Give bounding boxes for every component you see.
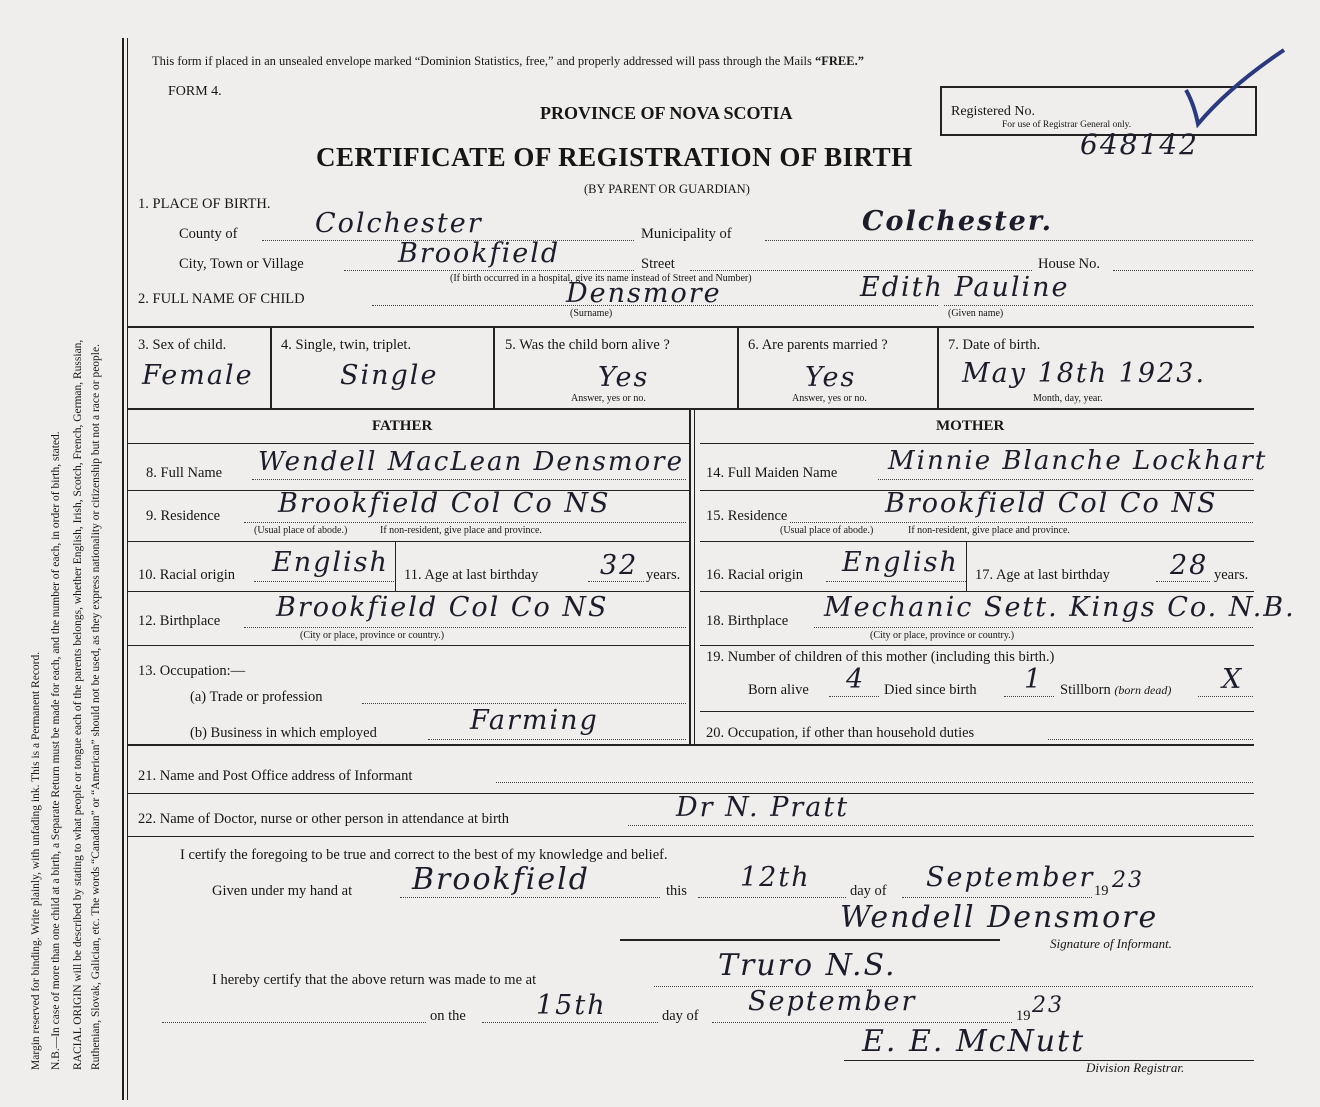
father-age-label: 11. Age at last birthday (404, 567, 539, 583)
margin-line-3: RACIAL ORIGIN will be described by stating to what people or tongue each of the parents belongs, whether English, Irish, Scotch, French, German, Russian, (72, 339, 84, 1070)
plurality-value: Single (340, 360, 439, 391)
born-alive-value: 4 (846, 664, 866, 695)
father-heading: FATHER (372, 418, 433, 434)
registered-number: 648142 (1080, 128, 1199, 161)
given-caption: (Given name) (948, 308, 1004, 319)
county-value: Colchester (315, 208, 483, 239)
father-residence-caption-b: If non-resident, give place and province. (380, 525, 542, 536)
municipality-value: Colchester. (862, 206, 1054, 237)
mother-racial-label: 16. Racial origin (706, 567, 804, 583)
father-residence-caption-a: (Usual place of abode.) (254, 525, 348, 536)
doctor-label: 22. Name of Doctor, nurse or other person in attendance at birth (138, 811, 510, 827)
informant-signature: Wendell Densmore (840, 900, 1159, 935)
hospital-note: (If birth occurred in a hospital, give its name instead of Street and Number) (450, 273, 752, 284)
certificate-subtitle: (BY PARENT OR GUARDIAN) (584, 182, 750, 196)
stillborn-caption: (born dead) (1114, 683, 1172, 697)
mother-birthplace-label: 18. Birthplace (706, 613, 789, 629)
mother-birthplace-value: Mechanic Sett. Kings Co. N.B. (824, 592, 1296, 623)
registrar-month: September (748, 986, 917, 1017)
died-label: Died since birth (884, 682, 977, 698)
registrar-signature: E. E. McNutt (862, 1024, 1086, 1059)
father-racial-value: English (272, 547, 389, 578)
checkmark-icon (1180, 46, 1290, 128)
given-year: 23 (1112, 868, 1144, 893)
certify-statement: I certify the foregoing to be true and correct to the best of my knowledge and belief. (180, 847, 668, 863)
county-label: County of (179, 226, 238, 242)
registrar-caption: Division Registrar. (1086, 1060, 1185, 1075)
alive-caption: Answer, yes or no. (571, 393, 646, 404)
margin-rule-inner (127, 38, 128, 1100)
mother-residence-caption-b: If non-resident, give place and province. (908, 525, 1070, 536)
on-the-label: on the (430, 1008, 466, 1024)
married-caption: Answer, yes or no. (792, 393, 867, 404)
mother-age-unit: years. (1214, 567, 1249, 583)
registered-label: Registered No. (951, 104, 1035, 119)
plurality-label: 4. Single, twin, triplet. (281, 337, 412, 353)
surname-value: Densmore (566, 278, 722, 309)
mother-racial-value: English (842, 547, 959, 578)
father-age-value: 32 (600, 550, 639, 581)
registered-note: For use of Registrar General only. (1002, 120, 1132, 130)
margin-line-1: Margin reserved for binding. Write plainly, with unfading ink. This is a Permanent Record. (30, 651, 42, 1070)
mother-name-value: Minnie Blanche Lockhart (888, 446, 1268, 476)
place-label: 1. PLACE OF BIRTH. (138, 196, 271, 212)
mother-age-value: 28 (1170, 550, 1209, 581)
dob-value: May 18th 1923. (962, 358, 1207, 389)
reg-year-prefix: 19 (1016, 1008, 1031, 1024)
dob-caption: Month, day, year. (1033, 393, 1103, 404)
father-name-label: 8. Full Name (146, 465, 223, 481)
mother-residence-label: 15. Residence (706, 508, 788, 524)
registrar-statement: I hereby certify that the above return was made to me at (212, 972, 537, 988)
day-of-label: day of (850, 883, 887, 899)
father-trade-label: (a) Trade or profession (190, 689, 323, 705)
city-label: City, Town or Village (179, 256, 304, 272)
year-prefix: 19 (1094, 883, 1109, 899)
father-occupation-label: 13. Occupation:— (138, 663, 246, 679)
born-alive-label: Born alive (748, 682, 809, 698)
father-name-value: Wendell MacLean Densmore (258, 447, 684, 477)
margin-line-4: Ruthenian, Slovak, Galician, etc. The words “Canadian” or “American” should not be used, as they express nationality or citizenship but not a race or people. (90, 344, 102, 1070)
mother-children-label: 19. Number of children of this mother (including this birth.) (706, 649, 1055, 665)
mother-heading: MOTHER (936, 418, 1005, 434)
married-label: 6. Are parents married ? (748, 337, 888, 353)
this-label: this (666, 883, 687, 899)
child-name-label: 2. FULL NAME OF CHILD (138, 291, 305, 307)
street-label: Street (641, 256, 675, 272)
form-number: FORM 4. (168, 84, 222, 99)
given-name-value: Edith Pauline (860, 272, 1070, 303)
mother-age-label: 17. Age at last birthday (975, 567, 1110, 583)
died-value: 1 (1024, 664, 1044, 695)
sex-value: Female (142, 360, 254, 391)
margin-notes (28, 40, 118, 1080)
doctor-value: Dr N. Pratt (676, 792, 850, 823)
certificate-title: CERTIFICATE OF REGISTRATION OF BIRTH (316, 142, 913, 172)
margin-line-2: N.B.—In case of more than one child at a birth, a Separate Return must be made for each, and the number of each, in order of birth, stated. (50, 431, 62, 1070)
married-value: Yes (805, 362, 857, 393)
father-residence-label: 9. Residence (146, 508, 221, 524)
father-age-unit: years. (646, 567, 681, 583)
stillborn-label: Stillborn (1060, 682, 1111, 698)
margin-rule (122, 38, 124, 1100)
alive-value: Yes (598, 362, 650, 393)
given-place: Brookfield (412, 862, 590, 897)
informant-label: 21. Name and Post Office address of Informant (138, 768, 413, 784)
dob-label: 7. Date of birth. (948, 337, 1041, 353)
municipality-label: Municipality of (641, 226, 732, 242)
father-business-value: Farming (470, 705, 599, 736)
mother-occupation-label: 20. Occupation, if other than household duties (706, 725, 975, 741)
given-label: Given under my hand at (212, 883, 353, 899)
father-business-label: (b) Business in which employed (190, 725, 377, 741)
father-birthplace-value: Brookfield Col Co NS (276, 592, 609, 623)
mother-residence-caption-a: (Usual place of abode.) (780, 525, 874, 536)
father-racial-label: 10. Racial origin (138, 567, 236, 583)
given-day: 12th (740, 862, 811, 893)
alive-label: 5. Was the child born alive ? (505, 337, 670, 353)
father-residence-value: Brookfield Col Co NS (278, 488, 611, 519)
father-birthplace-caption: (City or place, province or country.) (300, 630, 445, 641)
mail-note: This form if placed in an unsealed envelope marked “Dominion Statistics, free,” and properly addressed will pass through the Mails “FREE.” (152, 54, 864, 68)
father-birthplace-label: 12. Birthplace (138, 613, 221, 629)
registrar-year: 23 (1032, 993, 1064, 1018)
city-value: Brookfield (398, 238, 561, 269)
mother-birthplace-caption: (City or place, province or country.) (870, 630, 1015, 641)
registrar-day: 15th (536, 990, 607, 1021)
signature-caption: Signature of Informant. (1050, 936, 1172, 951)
province-heading: PROVINCE OF NOVA SCOTIA (540, 103, 793, 123)
registrar-place: Truro N.S. (718, 948, 897, 983)
stillborn-value: X (1222, 664, 1244, 695)
mother-residence-value: Brookfield Col Co NS (885, 488, 1218, 519)
surname-caption: (Surname) (570, 308, 613, 319)
sex-label: 3. Sex of child. (138, 337, 227, 353)
given-month: September (926, 862, 1095, 893)
mother-name-label: 14. Full Maiden Name (706, 465, 838, 481)
house-label: House No. (1038, 256, 1101, 272)
reg-day-of-label: day of (662, 1008, 699, 1024)
